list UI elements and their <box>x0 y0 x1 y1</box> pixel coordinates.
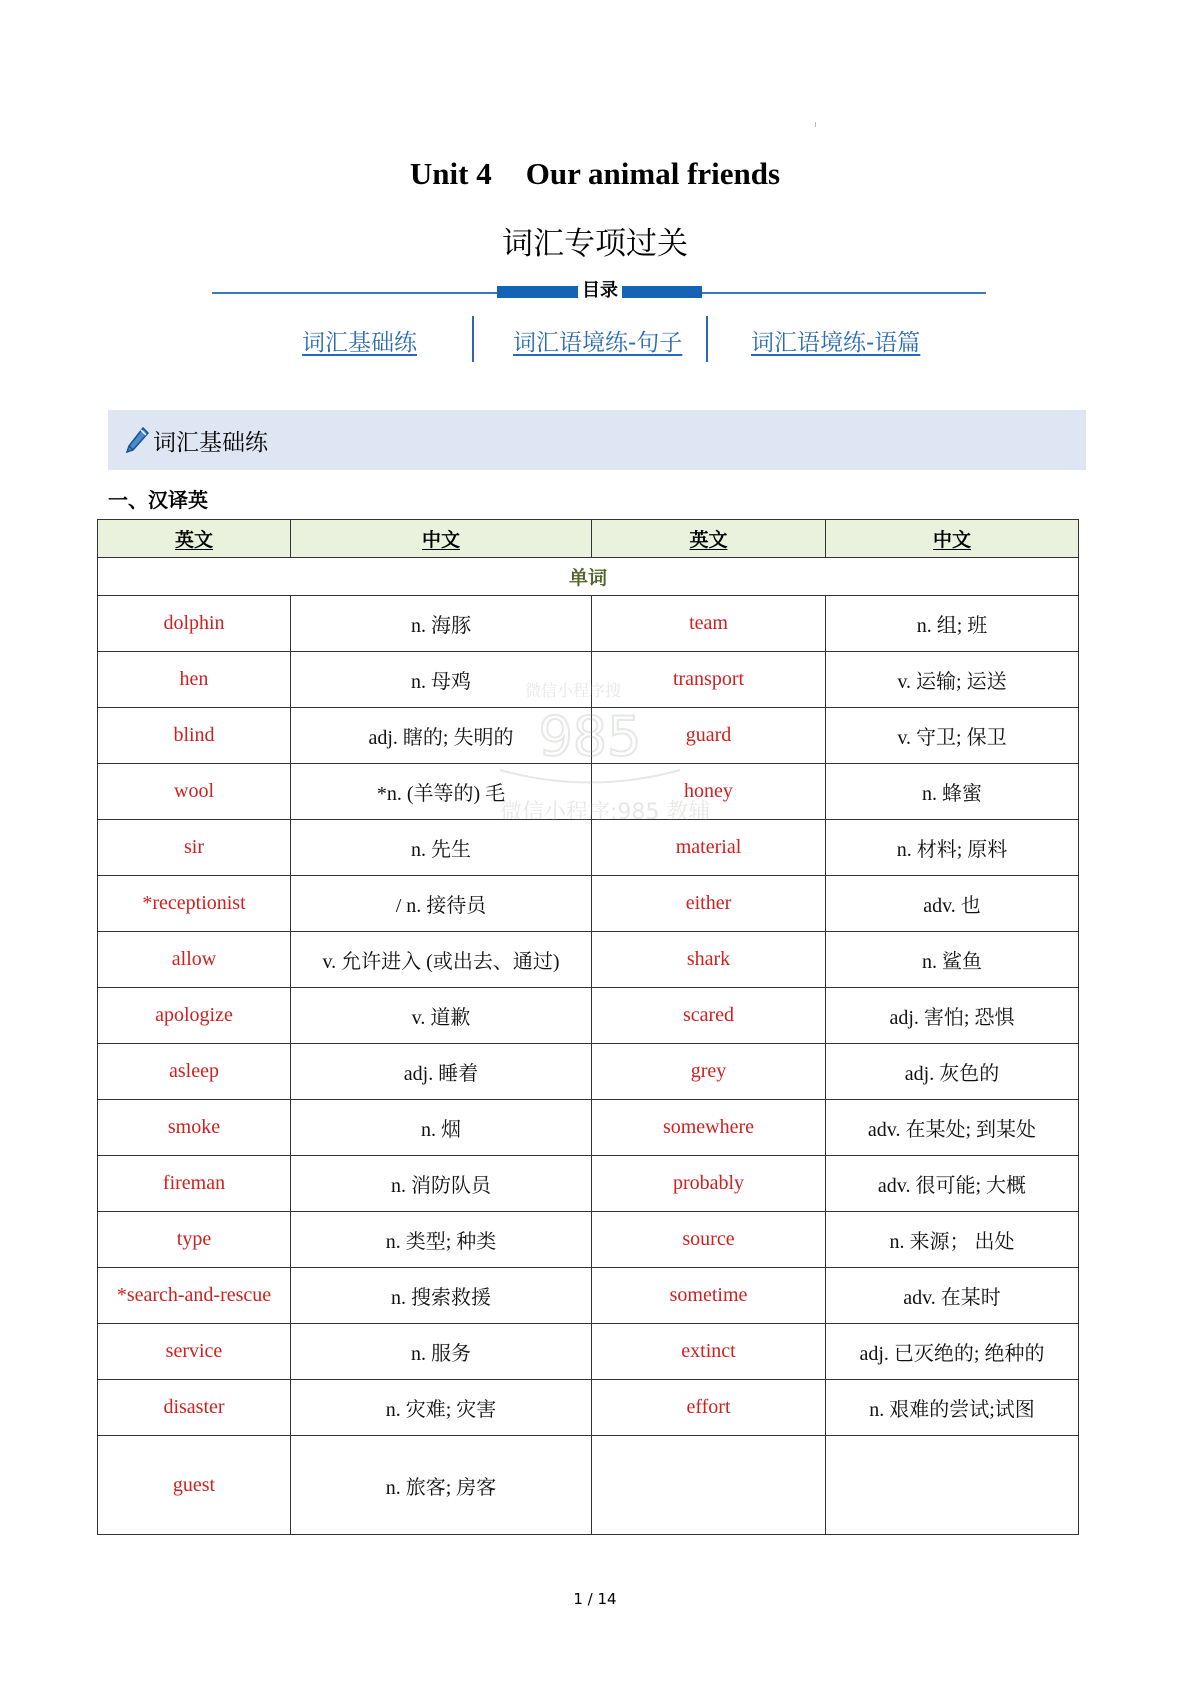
english-word: allow <box>98 932 291 988</box>
chinese-meaning: n. 鲨鱼 <box>826 932 1079 988</box>
vocabulary-table <box>97 519 1079 1535</box>
chinese-meaning: adj. 睡着 <box>291 1044 592 1100</box>
table-row <box>98 1268 1079 1324</box>
page-subtitle: 词汇专项过关 <box>502 226 688 262</box>
exercise-heading: 一、汉译英 <box>108 488 208 512</box>
pencil-icon <box>124 426 150 454</box>
english-word: somewhere <box>592 1100 826 1156</box>
english-word: guard <box>592 708 826 764</box>
english-word: extinct <box>592 1324 826 1380</box>
chinese-meaning: / n. 接待员 <box>291 876 592 932</box>
table-row <box>98 764 1079 820</box>
english-word: sir <box>98 820 291 876</box>
chinese-meaning: n. 艰难的尝试;试图 <box>826 1380 1079 1436</box>
column-header-english: 英文 <box>98 520 291 558</box>
category-row: 单词 <box>98 558 1079 596</box>
chinese-meaning: adj. 已灭绝的; 绝种的 <box>826 1324 1079 1380</box>
table-row <box>98 1100 1079 1156</box>
english-word: source <box>592 1212 826 1268</box>
table-row <box>98 1044 1079 1100</box>
svg-text:985: 985 <box>538 705 642 768</box>
chinese-meaning: n. 蜂蜜 <box>826 764 1079 820</box>
english-word: *search-and-rescue <box>98 1268 291 1324</box>
toc-link-basic[interactable]: 词汇基础练 <box>302 330 417 356</box>
english-word: scared <box>592 988 826 1044</box>
chinese-meaning: adj. 灰色的 <box>826 1044 1079 1100</box>
english-word: grey <box>592 1044 826 1100</box>
column-header-chinese: 中文 <box>291 520 592 558</box>
chinese-meaning: v. 允许进入 (或出去、通过) <box>291 932 592 988</box>
table-row <box>98 988 1079 1044</box>
toc-link-sentences[interactable]: 词汇语境练-句子 <box>513 330 683 356</box>
toc-label: 目录 <box>578 280 622 302</box>
page-number: 1 / 14 <box>573 1590 617 1608</box>
chinese-meaning: n. 服务 <box>291 1324 592 1380</box>
english-word: apologize <box>98 988 291 1044</box>
english-word: wool <box>98 764 291 820</box>
english-word: disaster <box>98 1380 291 1436</box>
english-word: service <box>98 1324 291 1380</box>
english-word: hen <box>98 652 291 708</box>
chinese-meaning: n. 来源； 出处 <box>826 1212 1079 1268</box>
chinese-meaning: n. 海豚 <box>291 596 592 652</box>
table-row <box>98 596 1079 652</box>
table-row <box>98 1380 1079 1436</box>
chinese-meaning: n. 先生 <box>291 820 592 876</box>
chinese-meaning: n. 搜索救援 <box>291 1268 592 1324</box>
english-word: either <box>592 876 826 932</box>
toc-divider-left <box>212 292 497 294</box>
toc-divider-right <box>702 292 986 294</box>
unit-title <box>0 156 1190 192</box>
watermark-text: 微信小程序:985 教辅 <box>500 800 711 825</box>
chinese-meaning: adj. 瞎的; 失明的 <box>291 708 592 764</box>
english-word: honey <box>592 764 826 820</box>
table-row <box>98 1156 1079 1212</box>
chinese-meaning: n. 灾难; 灾害 <box>291 1380 592 1436</box>
chinese-meaning: n. 材料; 原料 <box>826 820 1079 876</box>
table-row <box>98 820 1079 876</box>
section-header <box>108 410 1086 470</box>
toc-separator <box>472 316 474 362</box>
table-row <box>98 708 1079 764</box>
english-word: dolphin <box>98 596 291 652</box>
chinese-meaning: v. 守卫; 保卫 <box>826 708 1079 764</box>
chinese-meaning: n. 消防队员 <box>291 1156 592 1212</box>
chinese-meaning: adv. 也 <box>826 876 1079 932</box>
chinese-meaning <box>826 1436 1079 1535</box>
chinese-meaning: adj. 害怕; 恐惧 <box>826 988 1079 1044</box>
english-word: team <box>592 596 826 652</box>
english-word: effort <box>592 1380 826 1436</box>
chinese-meaning: n. 母鸡 <box>291 652 592 708</box>
table-row <box>98 1324 1079 1380</box>
english-word <box>592 1436 826 1535</box>
english-word: asleep <box>98 1044 291 1100</box>
english-word: shark <box>592 932 826 988</box>
table-row <box>98 1436 1079 1535</box>
chinese-meaning: adv. 很可能; 大概 <box>826 1156 1079 1212</box>
chinese-meaning: *n. (羊等的) 毛 <box>291 764 592 820</box>
toc-separator <box>706 316 708 362</box>
english-word: material <box>592 820 826 876</box>
chinese-meaning: adv. 在某处; 到某处 <box>826 1100 1079 1156</box>
table-row <box>98 932 1079 988</box>
chinese-meaning: n. 旅客; 房客 <box>291 1436 592 1535</box>
english-word: smoke <box>98 1100 291 1156</box>
section-title: 词汇基础练 <box>153 430 268 456</box>
chinese-meaning: adv. 在某时 <box>826 1268 1079 1324</box>
english-word: blind <box>98 708 291 764</box>
unit-number: Unit 4 <box>409 156 492 191</box>
page-mark <box>815 122 816 127</box>
toc-link-passage[interactable]: 词汇语境练-语篇 <box>751 330 921 356</box>
english-word: transport <box>592 652 826 708</box>
english-word: fireman <box>98 1156 291 1212</box>
toc-bar-right <box>622 286 702 298</box>
watermark-text: 微信小程序搜 <box>525 681 622 700</box>
chinese-meaning: v. 道歉 <box>291 988 592 1044</box>
english-word: guest <box>98 1436 291 1535</box>
english-word: probably <box>592 1156 826 1212</box>
table-row <box>98 1212 1079 1268</box>
english-word: sometime <box>592 1268 826 1324</box>
column-header-english: 英文 <box>592 520 826 558</box>
chinese-meaning: v. 运输; 运送 <box>826 652 1079 708</box>
english-word: *receptionist <box>98 876 291 932</box>
table-row <box>98 876 1079 932</box>
column-header-chinese: 中文 <box>826 520 1079 558</box>
chinese-meaning: n. 烟 <box>291 1100 592 1156</box>
toc-bar-left <box>497 286 578 298</box>
chinese-meaning: n. 组; 班 <box>826 596 1079 652</box>
english-word: type <box>98 1212 291 1268</box>
chinese-meaning: n. 类型; 种类 <box>291 1212 592 1268</box>
unit-name: Our animal friends <box>525 156 781 191</box>
table-row <box>98 652 1079 708</box>
